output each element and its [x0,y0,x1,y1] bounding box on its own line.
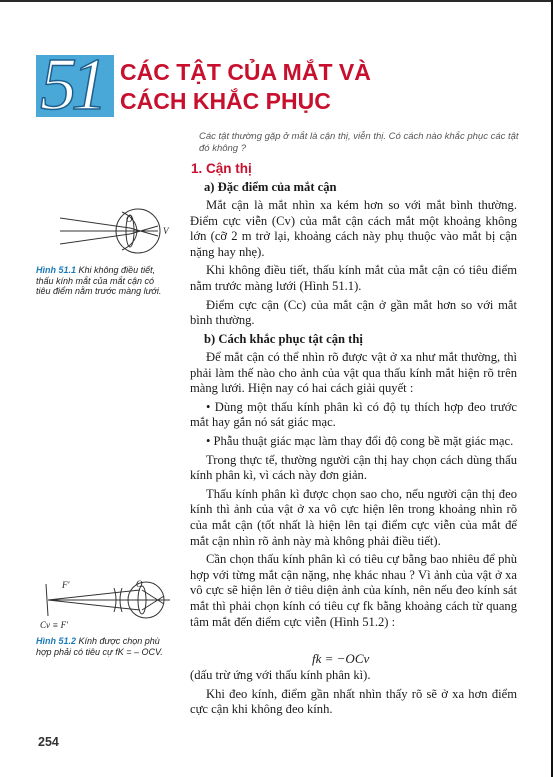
label-o: O [136,579,143,589]
figure-51-2-diagram [38,572,183,630]
paragraph: Khi đeo kính, điểm gần nhất nhìn thấy rõ sẽ ở xa hơn điểm cực cận khi không đeo kính. [190,686,517,717]
chapter-title-line1: CÁC TẬT CỦA MẮT VÀ [120,59,371,85]
caption-text: Khi không điều tiết, thấu kính mắt của mắt cận có tiêu điểm nằm trước màng lưới. [36,265,162,296]
subheading-b: b) Cách khắc phục tật cận thị [204,332,363,346]
figure-label: Hình 51.2 [36,636,77,646]
chapter-title [120,58,371,116]
caption-text: Kính được chọn phù hợp phải có tiêu cự fK = – OCV. [36,636,163,657]
chapter-number-badge [36,44,114,126]
figure-51-2-caption [36,636,171,657]
paragraph: Trong thực tế, thường người cận thị hay chọn cách dùng thấu kính phân kì, vì cách này đơn giản. [190,452,517,483]
formula: fk = −OCv [312,651,370,666]
paragraph: Mắt cận là mắt nhìn xa kém hơn so với mắt bình thường. Điểm cực viễn (Cv) của mắt cận cách mắt một khoảng không lớn (cỡ 2 m trở lại, khoảng cách này phụ thuộc vào mắt bị cận nặng hay nhẹ). [190,198,517,259]
body-block-b [190,350,517,630]
paragraph: Thấu kính phân kì được chọn sao cho, nếu người cận thị đeo kính thì ảnh của vật ở xa vô cực hiện lên trong khoảng nhìn rõ của mắt cận (tốt nhất là hiện lên tại điểm cực viễn của mắt để mắt cận nhìn rõ ảnh này mà không phải điều tiết). [190,486,517,548]
subheading-a: a) Đặc điểm của mắt cận [204,180,337,194]
label-v: V [163,226,169,236]
figure-51-1-diagram [60,206,180,256]
chapter-title-line2: CÁCH KHẮC PHỤC [120,88,331,114]
body-block-a [190,198,517,329]
chapter-number: 51 [40,44,102,126]
label-f-prime: F' [62,580,70,590]
paragraph: Để mắt cận có thể nhìn rõ được vật ở xa như mắt thường, thì phải làm thế nào cho ảnh của vật qua thấu kính mắt hiện rõ trên màng lưới. Hiện nay có hai cách giải quyết : [190,350,517,396]
paragraph: Điểm cực cận (Cc) của mắt cận ở gần mắt hơn so với mắt bình thường. [190,297,517,328]
bullet-item: • Phẫu thuật giác mạc làm thay đổi độ cong bề mặt giác mạc. [206,433,514,448]
figure-label: Hình 51.1 [36,265,77,275]
section-title: 1. Cận thị [191,161,252,176]
label-cv: Cv ≡ F' [40,620,68,630]
figure-51-1-caption [36,265,171,297]
label-o: O [126,214,133,224]
intro-question: Các tật thường gặp ở mắt là cận thị, viễn thị. Có cách nào khắc phục các tật đó không ? [199,131,519,154]
note: (dấu trừ ứng với thấu kính phân kì). [190,668,371,682]
bullet-item: • Dùng một thấu kính phân kì có độ tụ thích hợp đeo trước mắt hay gắn nó sát giác mạc. [190,399,517,430]
body-block-c [190,668,517,718]
paragraph: Cần chọn thấu kính phân kì có tiêu cự bằng bao nhiêu để phù hợp với từng mắt cận nặng, nhẹ khác nhau ? Vì ảnh của vật ở xa vô cực sẽ hiện lên ở tiêu diện ảnh của kính, nên nếu đeo kính sát mắt thì phải chọn kính có tiêu cự fk bằng khoảng cách từ quang tâm mắt đến điểm cực viễn (Hình 51.2) : [190,552,517,629]
paragraph: Khi không điều tiết, thấu kính mắt của mắt cận có tiêu điểm nằm trước màng lưới (Hình 51.1). [190,263,517,293]
page-number: 254 [38,735,59,749]
